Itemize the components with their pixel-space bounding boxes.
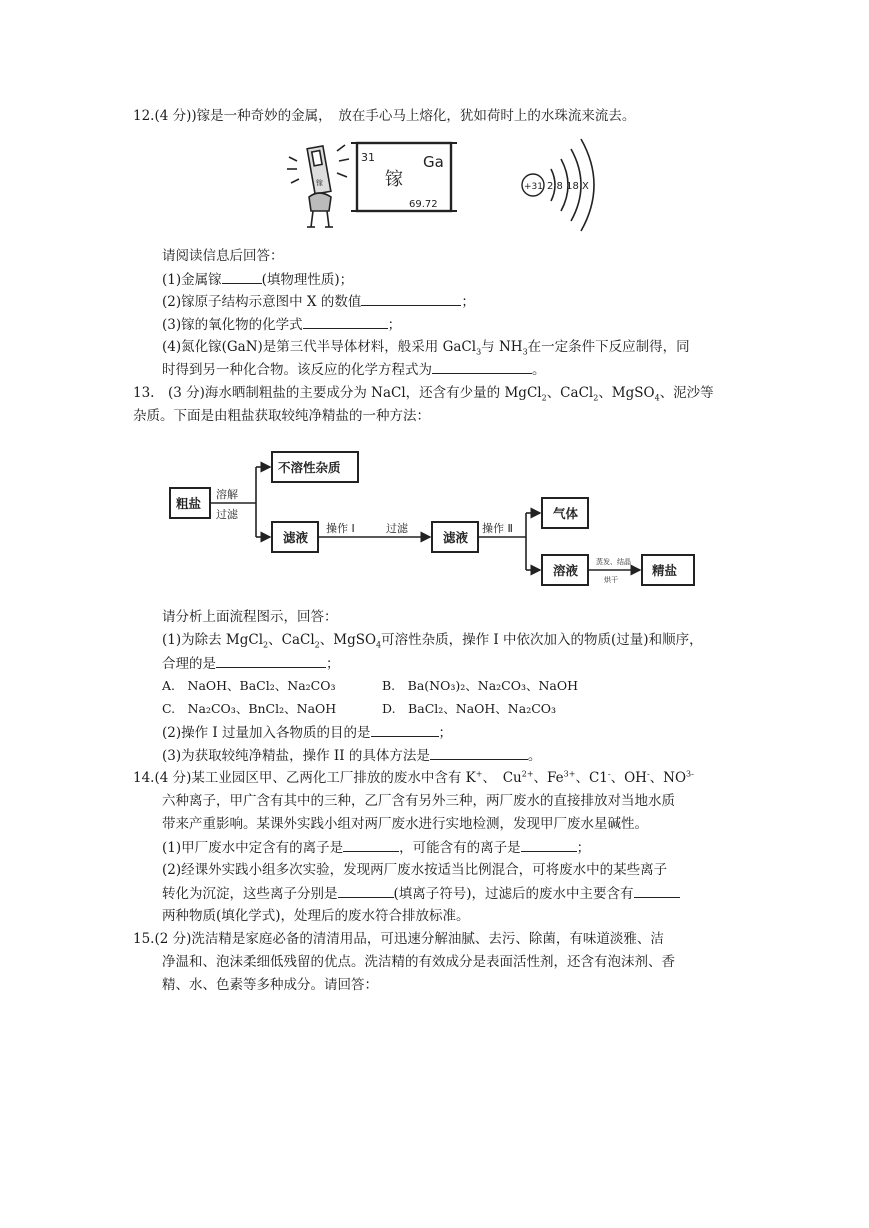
q12-prompt: 请阅读信息后回答：	[162, 248, 284, 264]
answer-blank[interactable]	[216, 653, 326, 668]
q13-heading: 13. (3 分)海水晒制粗盐的主要成分为 NaCl，还含有少量的 MgCl$_2$、CaCl$_2$、MgSO$_4$、泥沙等	[133, 385, 714, 403]
label-filter-2: 过滤	[386, 522, 408, 535]
q14-heading-3: 带来产重影响。某课外实践小组对两厂废水进行实地检测，发现甲厂废水星碱性。	[162, 816, 648, 832]
q15-heading: 15.(2 分)洗洁精是家庭必备的清清用品，可迅速分解油腻、去污、除菌，有味道淡雅、洁	[133, 931, 664, 947]
label-fine-salt: 精盐	[652, 563, 678, 578]
answer-blank[interactable]	[521, 837, 577, 852]
label-op-1: 操作 I	[326, 522, 355, 535]
atomic-mass: 69.72	[409, 199, 438, 210]
answer-blank[interactable]	[303, 314, 388, 329]
option-d[interactable]: D. BaCl₂、NaOH、Na₂CO₃	[382, 701, 557, 716]
answer-blank[interactable]	[338, 883, 394, 898]
q14-part2-cont: 转化为沉淀，这些离子分别是 (填离子符号)，过滤后的废水中主要含有	[162, 883, 680, 904]
q14-heading: 14.(4 分)某工业园区甲、乙两化工厂排放的废水中含有 K+、 $Cu^{2+}$、$Fe^{3+}$、C1-、OH-、$NO^{3-}$	[133, 769, 694, 786]
element-name: 镓	[385, 169, 403, 190]
q13-prompt: 请分析上面流程图示，回答：	[162, 609, 338, 625]
q12-heading: 12.(4 分))镓是一种奇妙的金属， 放在手心马上熔化，犹如荷时上的水珠流来流去。	[133, 108, 636, 124]
label-op-2: 操作 Ⅱ	[482, 522, 513, 535]
q13-part1: (1)为除去 MgCl$_2$、CaCl$_2$、MgSO$_4$可溶性杂质，操作 I 中依次加入的物质(过量)和顺序，	[162, 632, 703, 650]
q14-part2: (2)经课外实践小组多次实验，发现两厂废水按适当比例混合，可将废水中的某些离子	[162, 862, 668, 878]
hand-label: 镓	[316, 179, 323, 187]
answer-blank[interactable]	[222, 269, 262, 284]
element-symbol: Ga	[423, 153, 444, 171]
q12-part2: (2)镓原子结构示意图中 X 的数值 ；	[162, 291, 475, 312]
answer-blank[interactable]	[343, 837, 399, 852]
label-dry: 烘干	[604, 576, 618, 584]
q13-heading-cont: 杂质。下面是由粗盐获取较纯净精盐的一种方法：	[133, 408, 430, 424]
gallium-figure	[285, 131, 615, 241]
label-solution: 溶液	[553, 563, 579, 578]
option-b[interactable]: B. Ba(NO₃)₂、Na₂CO₃、NaOH	[382, 678, 579, 693]
q13-part1-cont: 合理的是 ；	[162, 653, 340, 674]
label-filter-1: 过滤	[216, 508, 238, 521]
q14-part2-end: 两种物质(填化学式)，处理后的废水符合排放标准。	[162, 908, 470, 924]
label-evaporate: 蒸发、结晶	[596, 558, 631, 566]
answer-blank[interactable]	[432, 359, 532, 374]
q12-part4-cont: 时得到另一种化合物。该反应的化学方程式为 。	[162, 359, 546, 380]
salt-purification-flowchart	[160, 442, 705, 600]
q15-heading-3: 精、水、色素等多种成分。请回答：	[162, 977, 378, 993]
answer-blank[interactable]	[430, 745, 528, 760]
answer-blank[interactable]	[371, 722, 439, 737]
q12-part4: (4)氮化镓(GaN)是第三代半导体材料，般采用 GaCl$_3$与 $NH_3$在一定条件下反应制得，同	[162, 339, 690, 357]
nucleus-charge: +31	[524, 182, 543, 192]
q13-part3: (3)为获取较纯净精盐，操作 II 的具体方法是 。	[162, 745, 541, 766]
q12-part1: (1)金属镓 (填物理性质)；	[162, 269, 353, 290]
q12-part3: (3)镓的氧化物的化学式 ；	[162, 314, 401, 335]
option-a[interactable]: A. NaOH、BaCl₂、Na₂CO₃	[162, 678, 336, 693]
label-filtrate-2: 滤液	[443, 530, 469, 545]
label-gas: 气体	[553, 506, 579, 521]
q14-heading-2: 六种离子，甲广含有其中的三种，乙厂含有另外三种，两厂废水的直接排放对当地水质	[162, 793, 675, 809]
label-insoluble: 不溶性杂质	[278, 460, 341, 475]
q14-part1: (1)甲厂废水中定含有的离子是 ，可能含有的离子是 ；	[162, 837, 590, 858]
answer-blank[interactable]	[634, 883, 680, 898]
answer-blank[interactable]	[361, 291, 461, 306]
label-filtrate-1: 滤液	[283, 530, 309, 545]
q13-part2: (2)操作 I 过量加入各物质的目的是 ；	[162, 722, 452, 743]
option-c[interactable]: C. Na₂CO₃、BnCl₂、NaOH	[162, 701, 337, 716]
atomic-number: 31	[361, 151, 375, 164]
label-crude-salt: 粗盐	[176, 496, 202, 511]
shell-electrons: 2 8 18 X	[547, 181, 589, 192]
q15-heading-2: 净温和、泡沫柔细低残留的优点。洗洁精的有效成分是表面活性剂，还含有泡沫剂、香	[162, 954, 675, 970]
label-dissolve: 溶解	[216, 488, 238, 501]
